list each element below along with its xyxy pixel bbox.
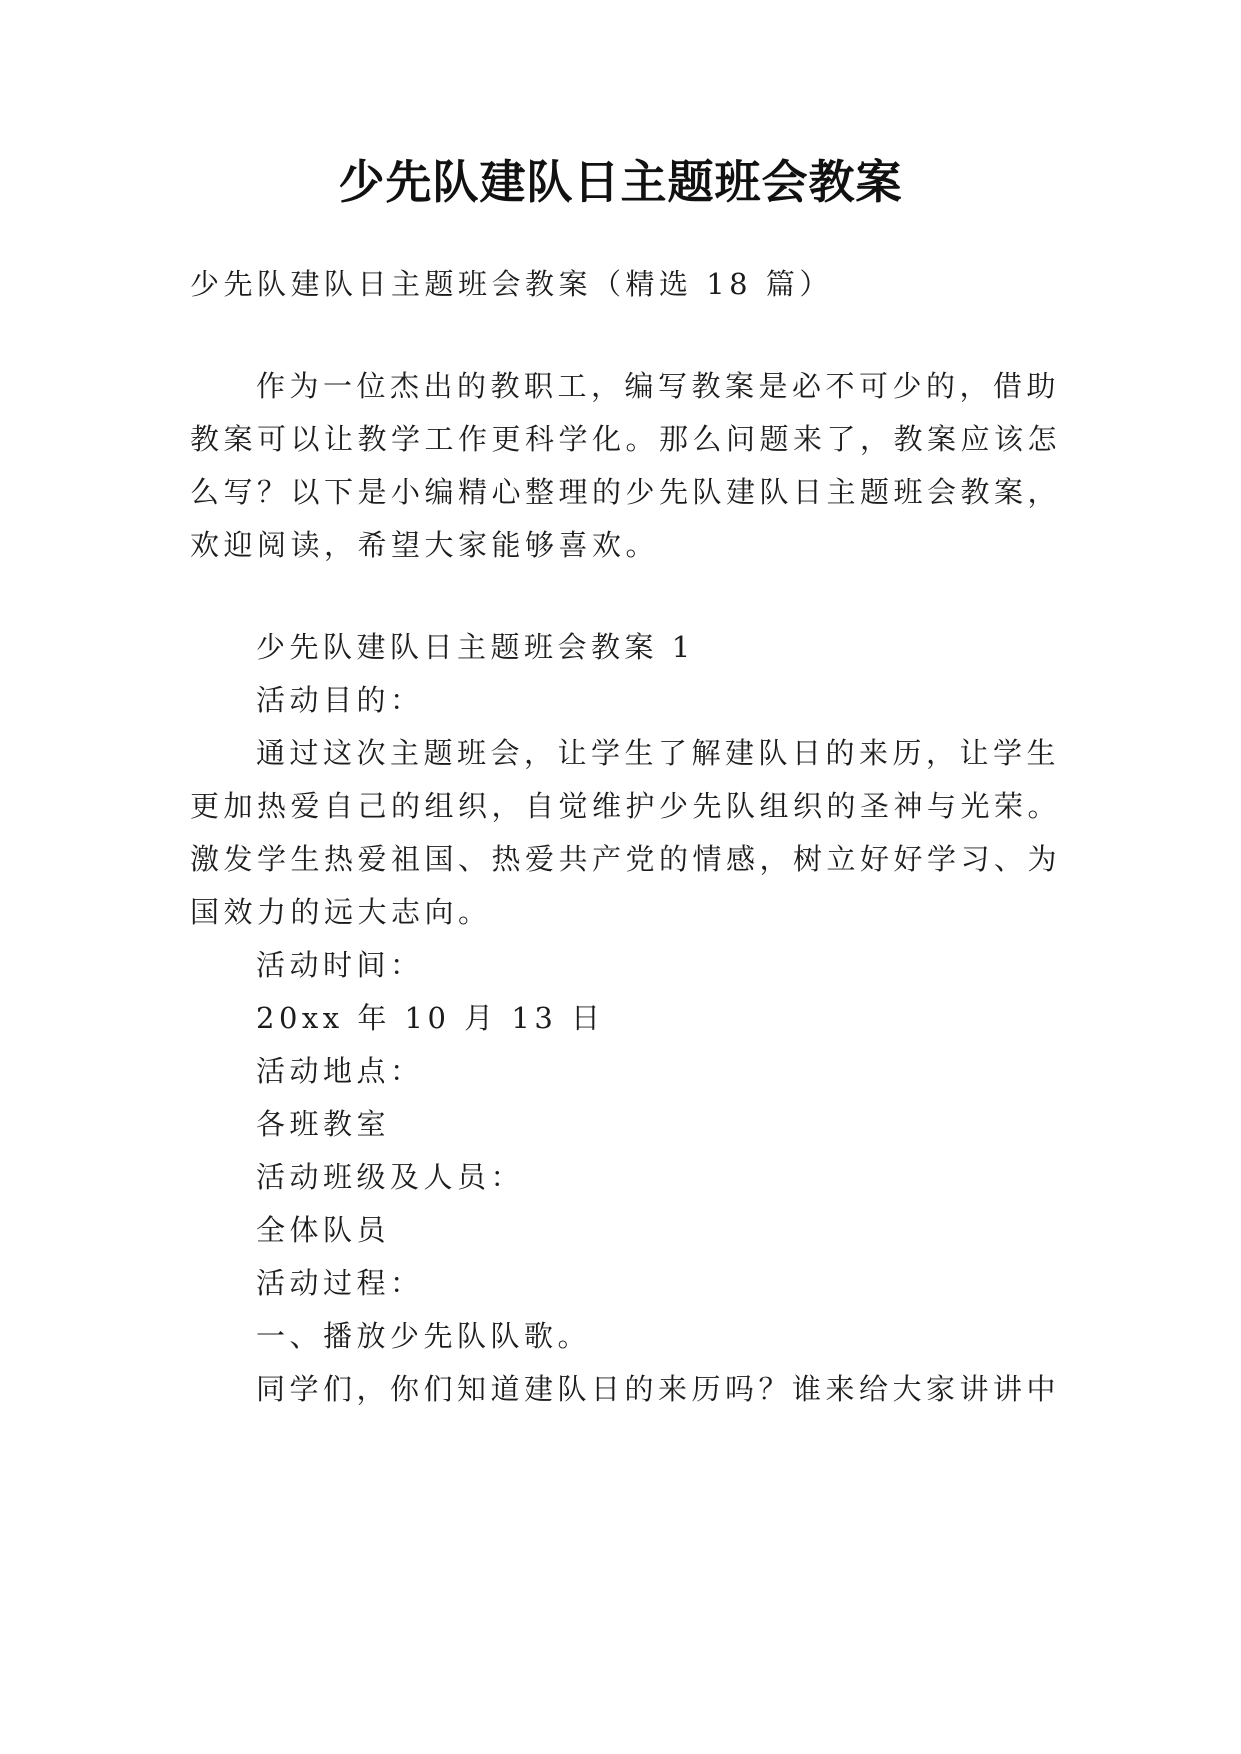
purpose-line-1: 通过这次主题班会，让学生了解建队日的来历，让学生 [256, 736, 1061, 770]
intro-line-1: 作为一位杰出的教职工，编写教案是必不可少的，借助 [256, 369, 1061, 403]
purpose-line-3: 激发学生热爱祖国、热爱共产党的情感，树立好好学习、为 [190, 842, 1062, 876]
participants-value: 全体队员 [256, 1213, 391, 1247]
time-label: 活动时间： [256, 948, 424, 982]
place-label: 活动地点： [256, 1054, 424, 1088]
process-label: 活动过程： [256, 1266, 424, 1300]
purpose-label: 活动目的： [256, 683, 424, 717]
intro-line-2: 教案可以让教学工作更科学化。那么问题来了，教案应该怎 [190, 422, 1062, 456]
intro-line-4: 欢迎阅读，希望大家能够喜欢。 [190, 528, 660, 562]
participants-label: 活动班级及人员： [256, 1160, 525, 1194]
purpose-line-2: 更加热爱自己的组织，自觉维护少先队组织的圣神与光荣。 [190, 789, 1062, 823]
intro-line-3: 么写？以下是小编精心整理的少先队建队日主题班会教案， [190, 475, 1062, 509]
section-heading: 少先队建队日主题班会教案 1 [256, 630, 695, 664]
document-title: 少先队建队日主题班会教案 [338, 155, 903, 209]
purpose-line-4: 国效力的远大志向。 [190, 895, 492, 929]
time-value: 20xx 年 10 月 13 日 [256, 1001, 605, 1035]
document-subtitle: 少先队建队日主题班会教案（精选 18 篇） [190, 267, 833, 301]
step-one: 一、播放少先队队歌。 [256, 1319, 592, 1353]
place-value: 各班教室 [256, 1107, 391, 1141]
question-line: 同学们，你们知道建队日的来历吗？谁来给大家讲讲中 [256, 1372, 1061, 1406]
